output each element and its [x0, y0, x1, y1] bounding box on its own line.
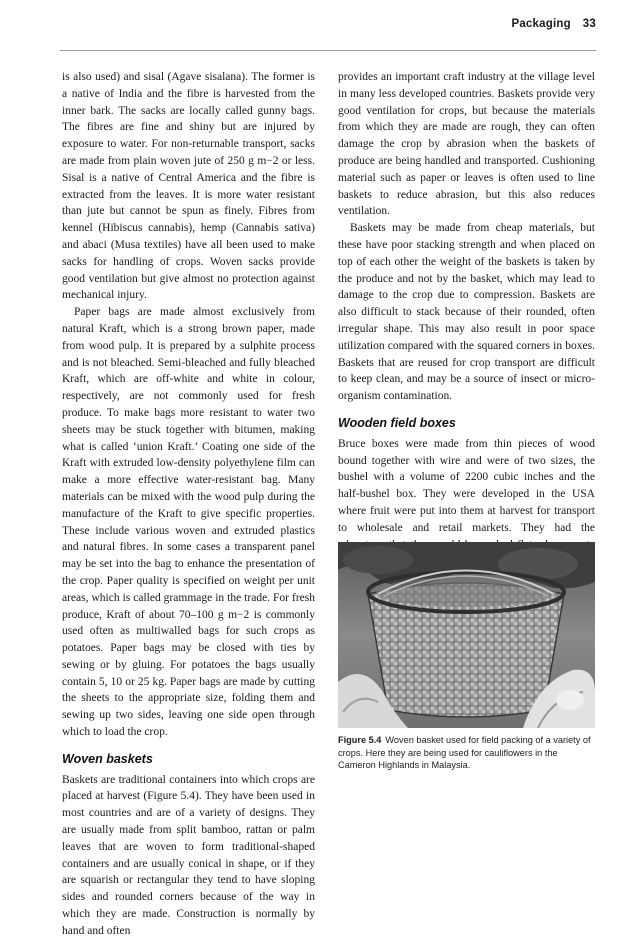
header-rule: [60, 50, 596, 51]
figure-caption-text: Woven basket used for field packing of a variety of crops. Here they are being used for cauliflowers in the Cameron Highlands in Malaysia.: [338, 735, 591, 771]
section-heading-woven-baskets: Woven baskets: [62, 751, 153, 766]
running-header: [0, 18, 596, 30]
section-heading-wooden-field-boxes: Wooden field boxes: [338, 415, 456, 430]
paragraph: Paper bags are made almost exclusively from natural Kraft, which is a strong brown paper, made from wood pulp. It is prepared by a sulphite process and is not bleached. Semi-bleached and fully bleached Kraft, which are off-white and white in colour, respectively, are not commonly used for fresh produce. To make bags more resistant to water two sheets may be stuck together with bitumen, making what is called ‘union Kraft.’ Coating one side of the Kraft with extruded low-density polyethylene film can make a more effective water-resistant bag. Many materials can be mixed with the wood pulp during the manufacture of the Kraft to give specific properties. These include various woven and extruded plastics and natural fibres. In some cases a transparent panel may be set into the bag to enhance the presentation of the crop. Paper quality is specified on weight per unit areas, which is called grammage in the trade. For fresh produce, Kraft of about 70–100 g m−2 is commonly used often as multiwalled bags for such crops as potatoes. Paper bags may be closed with ties by sewing or by gluing. For potatoes the bags usually contain 5, 10 or 25 kg. Paper bags are made by cutting the sheets to the appropriate size, folding them and sewing up two sides, leaving one side open through which to load the crop.: [62, 306, 315, 739]
paragraph: Bruce boxes were made from thin pieces of wood bound together with wire and were of two sizes, the bushel with a volume of 2200 cubic inches and the half-bushel box. They were developed in the USA where fruit were put into them at harvest for transport to wholesale and retail markets. They had the: [338, 437, 595, 534]
figure-label: Figure 5.4: [338, 735, 382, 745]
page-number: 33: [582, 18, 596, 30]
right-column: [338, 69, 595, 604]
paragraph: Baskets may be made from cheap materials, but these have poor stacking strength and when placed on top of each other the weight of the baskets is taken by the produce and not by the basket, which may lead to damage to the crop due to compression. Baskets are also difficult to stack because of their rounded, often irregular shape. This may also result in poor space utilization compared with the squared corners in boxes. Baskets that are reused for crop transport are difficult to keep clean, and may be a source of insect or micro-organism contamination.: [338, 222, 595, 403]
figure-caption: [338, 734, 595, 772]
left-column: [62, 69, 315, 940]
basket-photo: [338, 542, 595, 728]
figure: [338, 542, 595, 772]
paragraph: Baskets are traditional containers into which crops are placed at harvest (Figure 5.4). They have been used in most countries and are of a variety of designs. They are usually made from split bamboo, rattan or palm leaves that are woven to form traditional-shaped containers and are usually conical in shape, or if they are squarish or rectangular they tend to have sloping sides and rounded corners because of the way in which they are made. Construction is normally by hand and often: [62, 773, 315, 937]
paragraph: is also used) and sisal (Agave sisalana). The former is a native of India and the fibre is harvested from the inner bark. The sacks are locally called gunny bags. The fibres are fine and shiny but are injured by exposure to water. For non-returnable transport, sacks are made from plain woven jute of 250 g m−2 or less. Sisal is a native of Central America and the fibre is extracted from the leaves. It is more water resistant than jute but cannot be spun as finely. Fibres from kennel (Hibiscus cannabis), hemp (Cannabis sativa) and abaci (Musa textiles) have all been used to make sacks for handling of crops. Woven sacks provide good ventilation but give almost no protection against mechanical injury.: [62, 71, 315, 302]
paragraph: provides an important craft industry at the village level in many less developed countries. Baskets provide very good ventilation for crops, but because the materials from which they are made are rough, they can often damage the crop by abrasion when the baskets of produce are being handled and transported. Cushioning material such as paper or leaves is often used to line baskets to reduce abrasion, but this also reduces ventilation.: [338, 71, 595, 218]
running-header-title: Packaging: [511, 18, 571, 30]
